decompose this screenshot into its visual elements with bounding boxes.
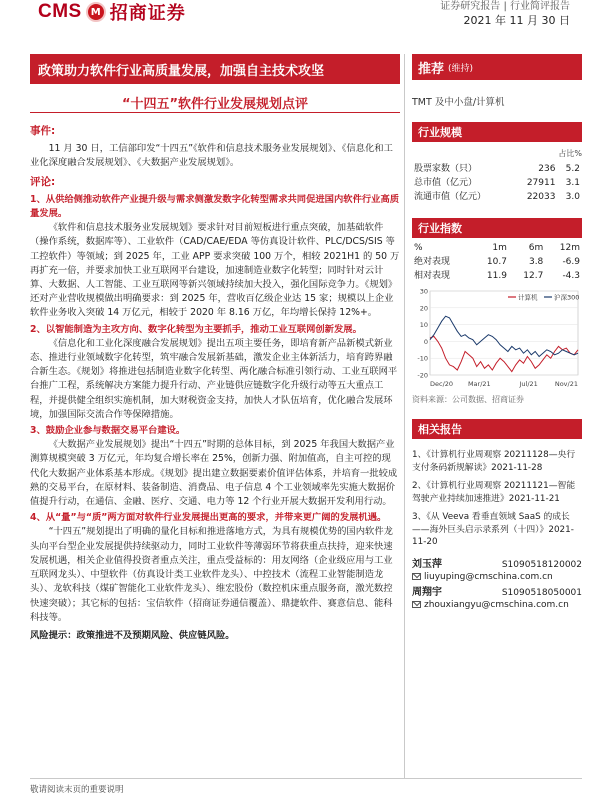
scale-pct: 3.0 bbox=[565, 192, 580, 202]
scale-heading: 行业规模 bbox=[412, 122, 582, 142]
y-tick-label: 30 bbox=[419, 287, 428, 296]
author-row bbox=[412, 587, 582, 599]
rating-sub: (维持) bbox=[448, 63, 474, 74]
index-label: 绝对表现 bbox=[414, 257, 451, 267]
table-row bbox=[412, 269, 582, 283]
index-value: 11.9 bbox=[486, 271, 507, 281]
author-name: 周翔宇 bbox=[412, 586, 442, 598]
scale-value: 27911 bbox=[526, 178, 556, 188]
page-header bbox=[0, 0, 600, 34]
index-table bbox=[412, 241, 582, 283]
scale-label: 总市值（亿元） bbox=[414, 178, 478, 188]
point-3-text: 《大数据产业发展规划》提出“十四五”时期的总体目标，到 2025 年我国大数据产业测算规模突破 3 万亿元，年均复合增长率在 25%，创新力强、附加值高，自主可控的现代化大数据产业体系基本形成。《规划》提出建立数据要素价值评估体系，并培育一批较成熟的交易平台，在原材料、装备制造、消费品、电子信息 4 个工业领域率先实施大数据价值提升行动，在通信、金融、医疗、交通、电力等 12 个行业开展大数据开发利用行动。 bbox=[30, 439, 398, 508]
author-email[interactable]: zhouxiangyu@cmschina.com.cn bbox=[424, 599, 569, 610]
related-item[interactable]: 3、《从 Veeva 看垂直领域 SaaS 的成长——海外巨头启示录系列（十四）》2021-11-20 bbox=[412, 512, 574, 547]
comment-heading: 评论: bbox=[30, 175, 56, 188]
column-divider bbox=[404, 54, 405, 779]
main-content bbox=[30, 120, 400, 643]
y-tick-label: 20 bbox=[419, 304, 428, 313]
report-type: 证券研究报告 | 行业简评报告 bbox=[440, 1, 570, 12]
point-1-title: 1、从供给侧推动软件产业提升级与需求侧激发数字化转型需求共同促进国内软件行业高质量发展。 bbox=[30, 193, 400, 220]
related-item[interactable]: 2、《计算机行业周观察 20211121—智能驾驶产业持续加速推进》2021-11-21 bbox=[412, 481, 576, 504]
cms-logo bbox=[38, 0, 186, 24]
x-tick-label: Mar/21 bbox=[467, 380, 491, 388]
author-email-row bbox=[412, 599, 582, 611]
index-value: 12.7 bbox=[523, 271, 544, 281]
x-tick-label: Nov/21 bbox=[554, 380, 578, 388]
related-heading: 相关报告 bbox=[412, 419, 582, 439]
legend-label: 计算机 bbox=[518, 293, 538, 302]
index-chart bbox=[412, 285, 582, 392]
index-value: -6.9 bbox=[562, 257, 580, 267]
y-tick-label: 0 bbox=[423, 337, 428, 346]
rating-label: 推荐 bbox=[418, 61, 445, 77]
scale-value: 22033 bbox=[526, 192, 556, 202]
scale-value: 236 bbox=[538, 164, 556, 174]
related-list bbox=[412, 449, 582, 549]
index-chart-svg bbox=[412, 285, 582, 389]
logo-text-en: CMS bbox=[38, 1, 82, 22]
point-3-title: 3、鼓励企业参与数据交易平台建设。 bbox=[30, 425, 186, 437]
y-tick-label: -10 bbox=[417, 354, 428, 363]
mail-icon bbox=[412, 601, 421, 608]
industry-label: TMT 及中小盘/计算机 bbox=[412, 97, 505, 108]
report-subtitle: “十四五”软件行业发展规划点评 bbox=[121, 97, 309, 112]
logo-mark-icon: M bbox=[86, 2, 106, 22]
author-row bbox=[412, 559, 582, 571]
authors bbox=[412, 559, 582, 611]
mail-icon bbox=[412, 573, 421, 580]
point-2-text: 《信息化和工业化深度融合发展规划》提出五项主要任务，即培育新产品新模式新业态、推进行业领域数字化转型，筑牢融合发展新基础，激发企业主体新活力，培育跨界融合新生态。《规划》将推进包括制造业数字化转型、两化融合标准引领行动、工业互联网平台推广工程，系统解决方案能力提升行动、产业链供应链数字化升级行动等五大重点工程，并提供健全组织实施机制，加大财税资金支持，加快人才队伍培育，优化融合发展环境，加强国际交流合作等保障措施。 bbox=[30, 337, 398, 420]
scale-label: 股票家数（只） bbox=[414, 164, 478, 174]
index-value: -4.3 bbox=[562, 271, 580, 281]
table-header-row bbox=[412, 241, 582, 255]
index-heading: 行业指数 bbox=[412, 218, 582, 238]
point-4-title: 4、从“量”与“质”两方面对软件行业发展提出更高的要求，并带来更广阔的发展机遇。 bbox=[30, 512, 387, 524]
footer-rule bbox=[30, 778, 582, 779]
table-row bbox=[412, 255, 582, 269]
x-tick-label: Dec/20 bbox=[430, 380, 454, 388]
scale-label: 流通市值（亿元） bbox=[414, 192, 487, 202]
subtitle-rule bbox=[30, 112, 400, 113]
point-4-text: “十四五”规划提出了明确的量化目标和推进落地方式，为具有规模优势的国内软件龙头向平台型企业发展提供持续驱动力，同时工业软件等薄弱环节将获重点扶持，迎来快速发展机遇，相关企业值得投资者重点关注，重点受益标的：用友网络（企业级应用与工业互联网龙头）、中望软件（仿真设计类工业软件龙头）、中控技术（流程工业智能制造龙头）、龙软科技（煤矿智能化工业软件龙头）、维宏股份（数控机床重点服务商，激光数控快速突破）；其它标的包括：宝信软件（招商证券通信覆盖）、鼎捷软件、赛意信息、能科科技等。 bbox=[30, 526, 393, 623]
index-head-cell: 12m bbox=[559, 243, 580, 253]
index-value: 10.7 bbox=[486, 257, 507, 267]
author-cert: S1090518120002 bbox=[501, 559, 582, 570]
index-head-cell: 1m bbox=[492, 243, 507, 253]
rating-bar bbox=[412, 54, 582, 80]
logo-text-cn: 招商证券 bbox=[109, 3, 186, 24]
index-head-cell: % bbox=[414, 243, 423, 253]
event-text: 11 月 30 日，工信部印发“十四五”《软件和信息技术服务业发展规划》、《信息化和工业化深度融合发展规划》、《大数据产业发展规划》。 bbox=[30, 143, 393, 169]
author-email-row bbox=[412, 571, 582, 583]
legend-label: 沪深300 bbox=[554, 293, 580, 302]
author-name: 刘玉萍 bbox=[412, 558, 442, 570]
scale-table bbox=[412, 162, 582, 204]
table-row bbox=[412, 176, 582, 190]
y-tick-label: -20 bbox=[417, 371, 428, 380]
table-row bbox=[412, 162, 582, 176]
scale-pct: 5.2 bbox=[565, 164, 580, 174]
related-item[interactable]: 1、《计算机行业周观察 20211128—央行支付条码新规解读》2021-11-28 bbox=[412, 450, 576, 473]
table-row bbox=[412, 190, 582, 204]
scale-pct: 3.1 bbox=[565, 178, 580, 188]
index-head-cell: 6m bbox=[528, 243, 544, 253]
risk-warning: 风险提示：政策推进不及预期风险、供应链风险。 bbox=[30, 629, 235, 641]
y-tick-label: 10 bbox=[419, 321, 428, 330]
point-1-text: 《软件和信息技术服务业发展规划》要求针对目前短板进行重点突破，加基础软件（操作系统，数据库等）、工业软件（CAD/CAE/EDA 等仿真设计软件、PLC/DCS/SIS 等工控软件）等领域；到 2025 年，工业 APP 要求突破 100 万个，相较 2021H1 的 50 万再扩充一倍，并要求加快工业互联网平台建设，加速制造业数字化转型；同时针对云计算、大数据、人工智能、工业互联网等新兴领域持续加大投入，强化国际竞争力。《规划》还对产业营收规模做出明确要求：到 2025 年，营收百亿级企业达 15 家；规模以上企业软件业务收入突破 14 万亿元，相较于 2020 年 8.16 万亿，年均增长保持 12%+。 bbox=[30, 222, 400, 319]
author-email[interactable]: liuyuping@cmschina.com.cn bbox=[424, 571, 553, 582]
report-title: 政策助力软件行业高质量发展，加强自主技术攻坚 bbox=[30, 54, 400, 84]
point-2-title: 2、以智能制造为主攻方向、数字化转型为主要抓手，推动工业互联网创新发展。 bbox=[30, 323, 362, 335]
report-date: 2021 年 11 月 30 日 bbox=[463, 14, 570, 27]
event-heading: 事件: bbox=[30, 125, 56, 137]
report-meta bbox=[440, 0, 570, 28]
sidebar bbox=[412, 54, 582, 615]
index-value: 3.8 bbox=[528, 257, 544, 267]
index-label: 相对表现 bbox=[414, 271, 451, 281]
x-tick-label: Jul/21 bbox=[519, 380, 538, 388]
footer-note: 敬请阅读末页的重要说明 bbox=[30, 785, 124, 795]
chart-source: 资料来源：公司数据、招商证券 bbox=[412, 395, 524, 404]
scale-unit: 占比% bbox=[558, 149, 582, 158]
author-cert: S1090518050001 bbox=[501, 587, 582, 598]
